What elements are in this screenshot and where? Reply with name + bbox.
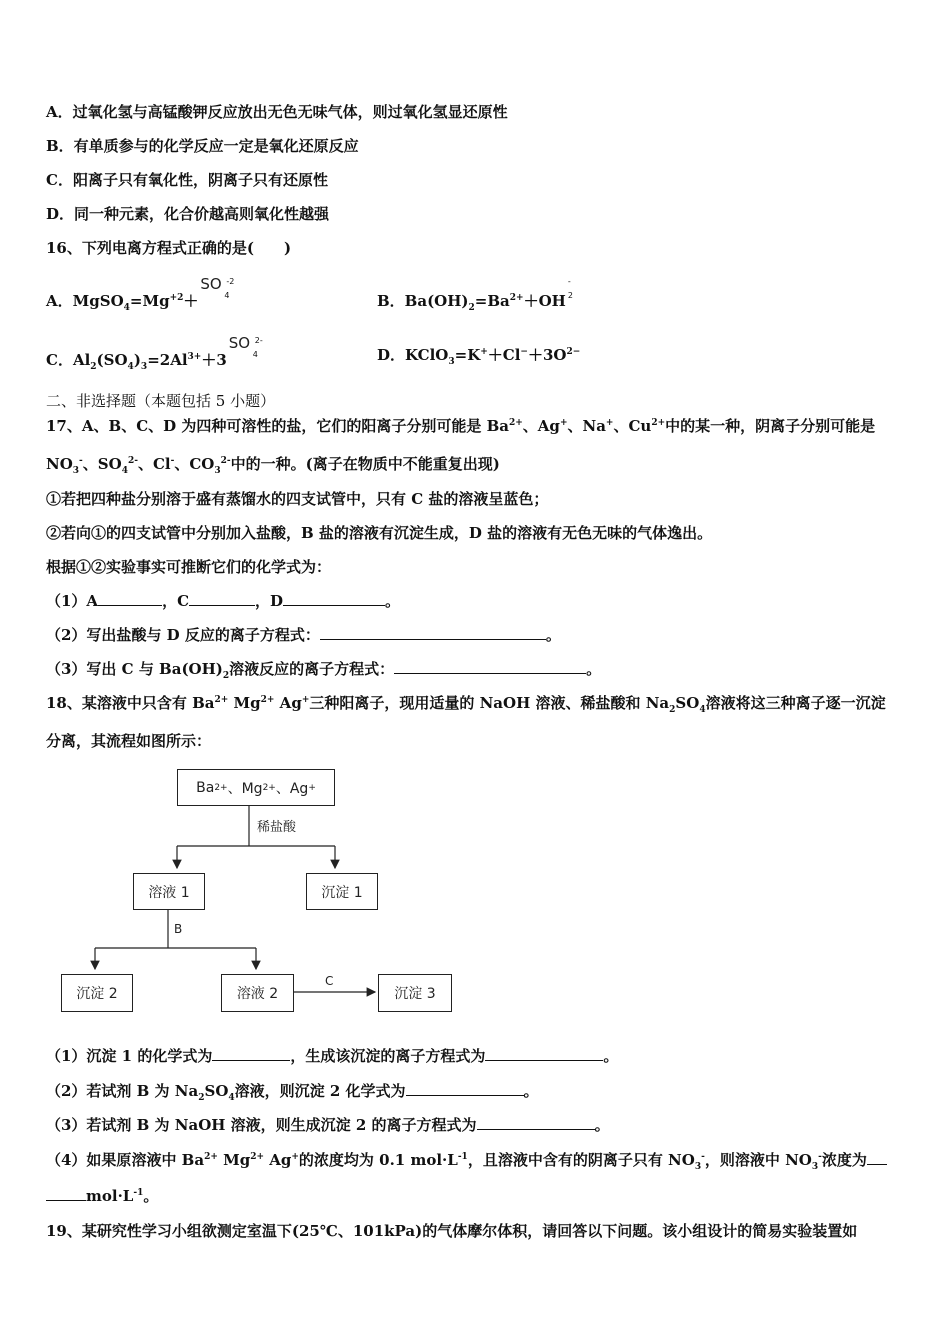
answer-blank[interactable] (98, 591, 162, 606)
answer-blank[interactable] (406, 1081, 524, 1096)
q18-part1: （1）沉淀 1 的化学式为 ，生成该沉淀的离子方程式为 。 (46, 1047, 619, 1065)
q17-part1: （1）A ，C ，D 。 (46, 592, 401, 610)
q16-option-a: A．$MgSO_4=Mg^{+2}+$ SO -2 4 (46, 286, 366, 311)
answer-blank[interactable] (212, 1046, 290, 1061)
answer-blank[interactable] (189, 591, 255, 606)
q18-part2: （2）若试剂 B 为 $Na_2SO_4$溶液，则沉淀 2 化学式为 。 (46, 1082, 539, 1103)
section-heading: 二、非选择题（本题包括 5 小题） (46, 392, 276, 410)
option-b: B．有单质参与的化学反应一定是氧化还原反应 (46, 137, 359, 155)
q18-stem-line2: 分离，其流程如图所示： (46, 732, 212, 750)
answer-blank[interactable] (477, 1115, 595, 1130)
box-precipitate-1: 沉淀 1 (306, 873, 378, 910)
option-a: A．过氧化氢与高锰酸钾反应放出无色无味气体，则过氧化氢显还原性 (46, 103, 508, 121)
box-initial-ions: Ba 2+ 、Mg 2+ 、Ag + (177, 769, 335, 806)
q17-stem-line2: $NO_3^-$、$SO_4^{2-}$、Cl-、$CO_3^{2-}$中的一种。(离子在物质中不能重复出现) (46, 455, 500, 476)
reagent-label-hcl: 稀盐酸 (257, 820, 297, 835)
q16-option-c: C．$Al_2(SO_4)_3=2Al^{3+}+3$ SO 2- 4 (46, 345, 366, 370)
q17-inference: 根据①②实验事实可推断它们的化学式为： (46, 558, 332, 576)
answer-blank[interactable] (283, 591, 385, 606)
separation-flowchart (55, 764, 475, 1020)
box-solution-2: 溶液 2 (221, 974, 294, 1012)
q18-part3: （3）若试剂 B 为 NaOH 溶液，则生成沉淀 2 的离子方程式为 。 (46, 1116, 610, 1134)
box-precipitate-3: 沉淀 3 (378, 974, 452, 1012)
reagent-label-c: C (325, 974, 334, 988)
answer-blank[interactable] (867, 1150, 887, 1165)
q18-part4: （4）如果原溶液中 $Ba^{2+}$ $Mg^{2+}$ Ag+的浓度均为 0.1 $mol\cdot L^{-1}$，且溶液中含有的阴离子只有 $NO_3^-$，则溶液中 $NO_3^-$浓度为 (46, 1150, 910, 1170)
sulfate-formula: SO -2 4 (200, 275, 235, 300)
q16-option-b: B．$Ba(OH)_2=Ba^{2+}+OH$ - 2 (377, 286, 677, 311)
sulfate-formula: SO 2- 4 (228, 334, 263, 359)
q17-stem-line1: 17、A、B、C、D 为四种可溶性的盐，它们的阳离子分别可能是 $Ba^{2+}$、Ag+、Na+、$Cu^{2+}$中的某一种，阴离子分别可能是 (46, 417, 876, 435)
q17-condition-2: ②若向①的四支试管中分别加入盐酸，B 盐的溶液有沉淀生成，D 盐的溶液有无色无味的气体逸出。 (46, 524, 713, 542)
box-precipitate-2: 沉淀 2 (61, 974, 133, 1012)
q17-part3: （3）写出 C 与 $Ba(OH)_2$溶液反应的离子方程式： 。 (46, 660, 602, 681)
q16-stem: 16、下列电离方程式正确的是( ) (46, 239, 292, 257)
q18-part4-continued: $mol\cdot L^{-1}$。 (46, 1186, 910, 1206)
q18-stem-line1: 18、某溶液中只含有 $Ba^{2+}$ $Mg^{2+}$ Ag+三种阳离子，现用适量的 NaOH 溶液、稀盐酸和 $Na_2SO_4$溶液将这三种离子逐一沉淀 (46, 694, 886, 715)
answer-blank[interactable] (46, 1186, 86, 1201)
q19-stem: 19、某研究性学习小组欲测定室温下(25℃、101kPa)的气体摩尔体积，请回答以下问题。该小组设计的简易实验装置如 (46, 1222, 858, 1240)
answer-blank[interactable] (394, 659, 586, 674)
q17-part2: （2）写出盐酸与 D 反应的离子方程式： 。 (46, 626, 561, 644)
reagent-label-b: B (174, 922, 183, 936)
hydroxide-charge: - 2 (567, 277, 573, 300)
answer-blank[interactable] (320, 625, 546, 640)
answer-blank[interactable] (485, 1046, 603, 1061)
q17-condition-1: ①若把四种盐分别溶于盛有蒸馏水的四支试管中，只有 C 盐的溶液呈蓝色； (46, 490, 549, 508)
option-d: D．同一种元素，化合价越高则氧化性越强 (46, 205, 330, 223)
option-c: C．阳离子只有氧化性，阴离子只有还原性 (46, 171, 328, 189)
q16-option-d: D．$KClO_3=K^++Cl^-+3O^{2-}$ (377, 346, 581, 367)
box-solution-1: 溶液 1 (133, 873, 205, 910)
